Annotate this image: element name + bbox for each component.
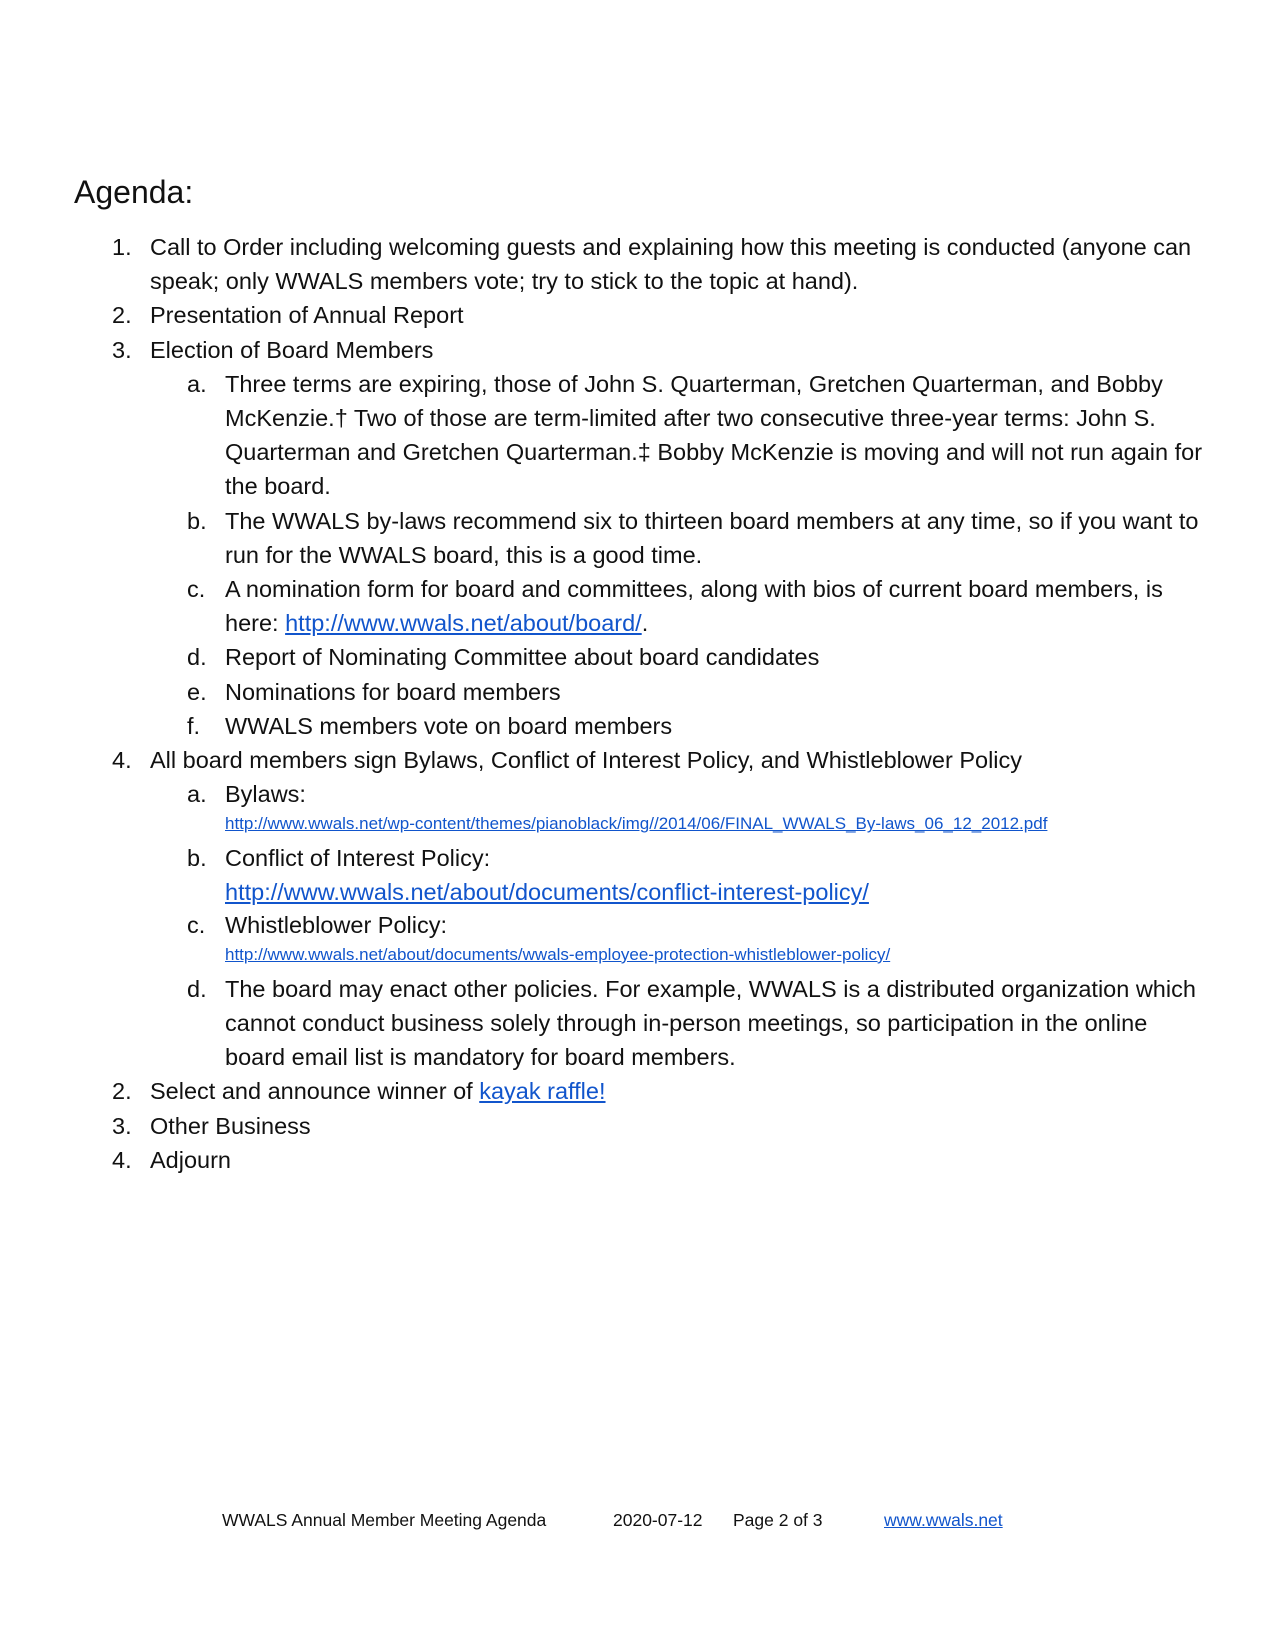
subitem-letter: b. (187, 507, 207, 534)
subitem-text: Report of Nominating Committee about board candidates (225, 644, 820, 671)
item-number: 3. (112, 336, 132, 363)
footer-date: 2020-07-12 (613, 1510, 703, 1530)
whistleblower-link[interactable]: http://www.wwals.net/about/documents/wwals-employee-protection-whistleblower-policy/ (225, 944, 891, 964)
item-number: 4. (112, 1146, 132, 1173)
agenda-heading: Agenda: (74, 174, 194, 210)
footer-page: Page 2 of 3 (733, 1510, 823, 1530)
subitem-text-container (225, 908, 1205, 968)
subitem-text: Whistleblower Policy: (225, 911, 448, 938)
item-number: 1. (112, 234, 132, 260)
board-page-link[interactable]: http://www.wwals.net/about/board/ (285, 610, 642, 637)
subitem-letter: d. (187, 975, 207, 1002)
subitem-text: Three terms are expiring, those of John S. Quarterman, Gretchen Quarterman, and Bobby McKenzie.† Two of those are term-limited after two consecutive three-year terms: John S. Quarterman and Gretchen Quarterman.‡ Bobby McKenzie is moving and will not run again for the board. (225, 370, 1203, 500)
subitem-letter: d. (187, 644, 207, 671)
item-text: Other Business (150, 1112, 311, 1139)
item-text: All board members sign Bylaws, Conflict of Interest Policy, and Whistleblower Policy (150, 747, 1023, 774)
subitem-letter: f. (187, 712, 201, 739)
subitem-text: WWALS members vote on board members (225, 712, 673, 739)
subitem-text-end: . (641, 610, 649, 637)
subitem-letter: a. (187, 781, 207, 808)
footer-site-link[interactable]: www.wwals.net (884, 1510, 1003, 1530)
item-number: 4. (112, 747, 132, 774)
agenda-subitem (0, 640, 1275, 674)
footer-title: WWALS Annual Member Meeting Agenda (222, 1510, 547, 1530)
agenda-item (0, 1143, 1275, 1177)
agenda-subitem (0, 572, 1275, 640)
agenda-item (0, 1109, 1275, 1143)
subitem-text: The board may enact other policies. For example, WWALS is a distributed organization which cannot conduct business solely through in-person meetings, so participation in the online board email list is mandatory for board members. (225, 975, 1196, 1071)
agenda-subitem (0, 777, 1275, 837)
item-text: Call to Order including welcoming guests and explaining how this meeting is conducted (anyone can speak; only WWALS members vote; try to stick to the topic at hand). (150, 234, 1192, 295)
subitem-letter: b. (187, 845, 207, 872)
subitem-letter: c. (187, 576, 206, 603)
subitem-text: Bylaws: (225, 781, 306, 808)
subitem-text-container (225, 841, 1205, 907)
subitem-text: A nomination form for board and committees, along with bios of current board members, is here: (225, 576, 1163, 637)
kayak-raffle-link[interactable]: kayak raffle! (479, 1078, 606, 1105)
agenda-subitem (0, 709, 1275, 743)
subitem-text: Conflict of Interest Policy: (225, 845, 491, 872)
agenda-subitem (0, 972, 1275, 1075)
subitem-text: Nominations for board members (225, 678, 561, 705)
subitem-text-container (225, 572, 1205, 640)
item-number: 2. (112, 1078, 132, 1105)
item-text: Adjourn (150, 1146, 231, 1173)
agenda-subitem (0, 504, 1275, 572)
agenda-item (0, 1074, 1275, 1108)
agenda-list (0, 230, 1275, 1177)
agenda-item (0, 230, 1275, 298)
subitem-text: The WWALS by-laws recommend six to thirteen board members at any time, so if you want to run for the WWALS board, this is a good time. (225, 507, 1199, 568)
agenda-subitem (0, 841, 1275, 907)
agenda-item (0, 743, 1275, 777)
subitem-text-container (225, 777, 1205, 837)
subitem-letter: a. (187, 370, 207, 397)
subitem-letter: e. (187, 678, 207, 705)
agenda-subitem (0, 908, 1275, 968)
bylaws-link[interactable]: http://www.wwals.net/wp-content/themes/pianoblack/img//2014/06/FINAL_WWALS_By-laws_06_12_2012.pdf (225, 814, 1048, 834)
agenda-item (0, 298, 1275, 332)
subitem-letter: c. (187, 911, 206, 938)
item-number: 2. (112, 302, 132, 329)
item-text-container (150, 1074, 1200, 1108)
agenda-subitem (0, 675, 1275, 709)
conflict-of-interest-link[interactable]: http://www.wwals.net/about/documents/conflict-interest-policy/ (225, 878, 869, 905)
agenda-subitem (0, 367, 1275, 504)
item-text: Election of Board Members (150, 336, 434, 363)
item-text: Presentation of Annual Report (150, 302, 464, 329)
item-number: 3. (112, 1112, 132, 1139)
agenda-item (0, 333, 1275, 367)
item-text: Select and announce winner of (150, 1078, 480, 1105)
